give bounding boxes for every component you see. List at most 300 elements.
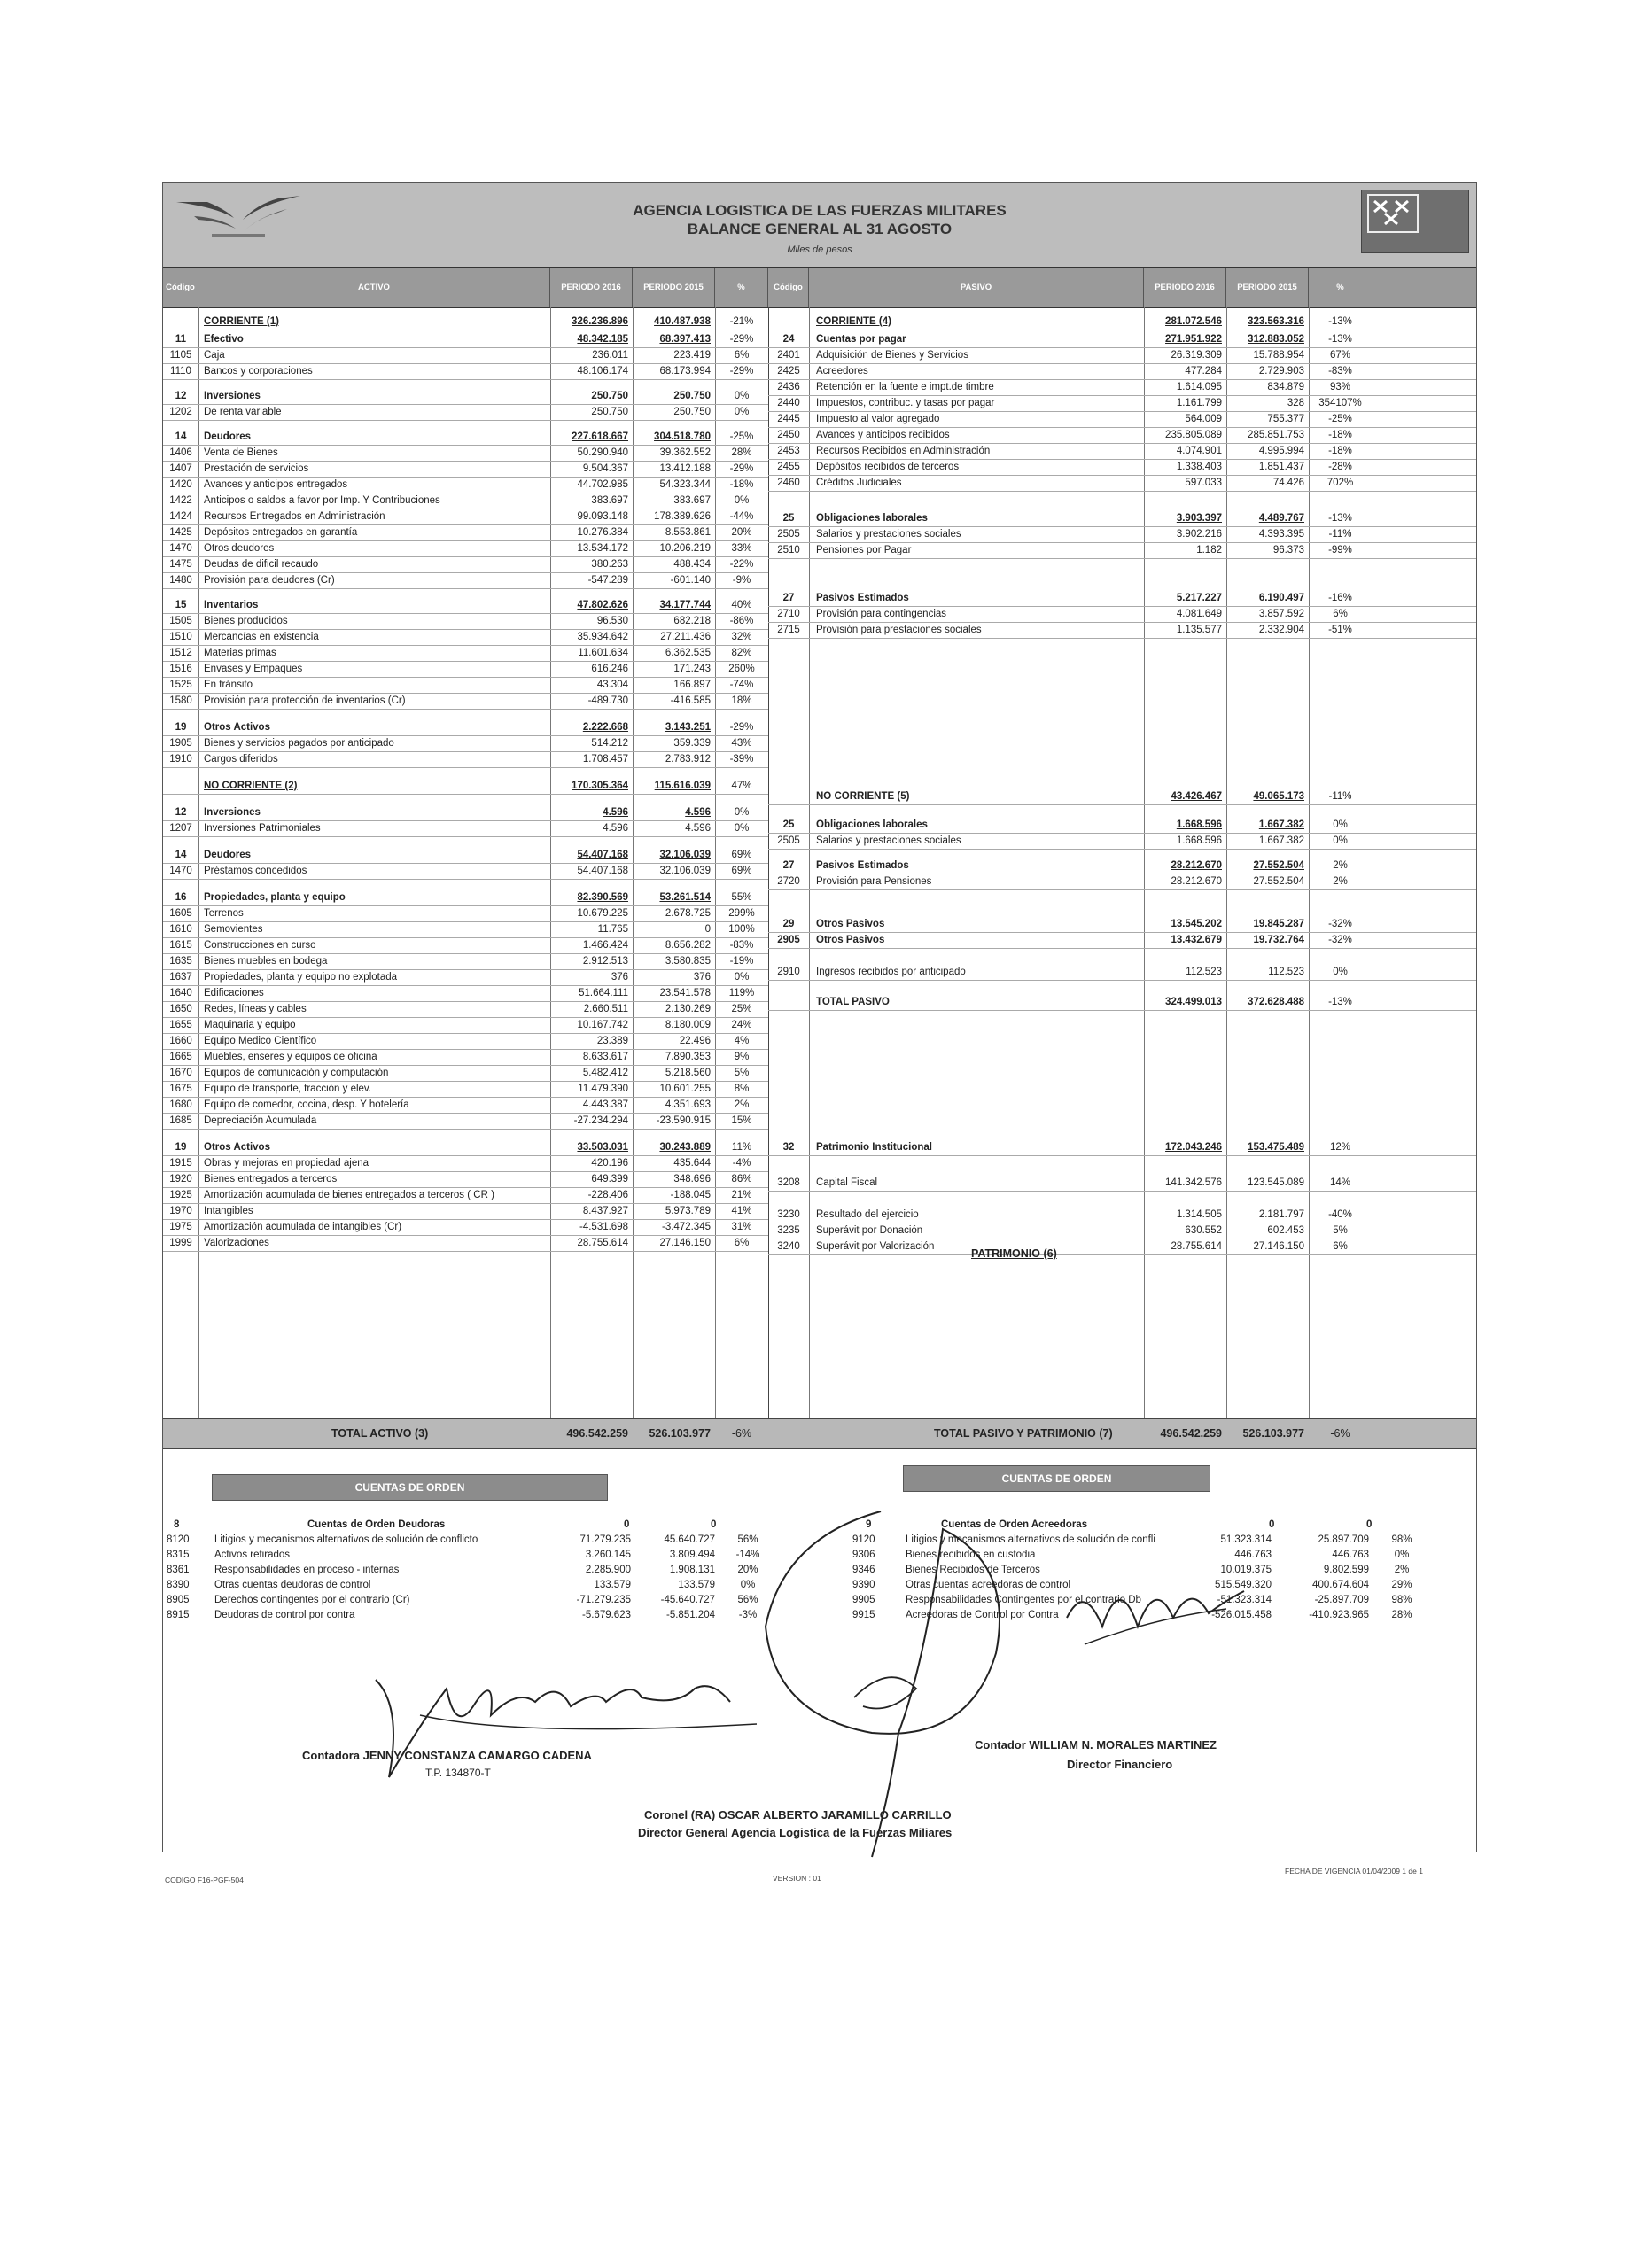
- row-rule: [768, 948, 1476, 949]
- value-2015: 8.180.009: [665, 1020, 711, 1030]
- footer-fecha: FECHA DE VIGENCIA 01/04/2009 1 de 1: [1285, 1867, 1423, 1876]
- account-name: Bancos y corporaciones: [204, 366, 313, 377]
- value-2015: 2.783.912: [665, 754, 711, 765]
- value-2016: 1.161.799: [1176, 398, 1222, 408]
- value-2016: 28.755.614: [1171, 1241, 1222, 1252]
- account-name: Avances y anticipos entregados: [204, 479, 348, 490]
- change-pct: -3%: [738, 1610, 758, 1620]
- change-pct: 20%: [737, 1565, 758, 1575]
- value-2015: 323.563.316: [1248, 316, 1304, 327]
- value-2016: 23.389: [596, 1036, 628, 1046]
- account-code: 1680: [169, 1099, 192, 1110]
- account-name: Provisión para contingencias: [816, 609, 947, 619]
- value-2016: 1.182: [1196, 545, 1222, 555]
- change-pct: -32%: [1328, 935, 1352, 945]
- footer-codigo: CODIGO F16-PGF-504: [165, 1876, 244, 1884]
- value-2015: 49.065.173: [1253, 791, 1304, 802]
- value-2015: 39.362.552: [659, 447, 711, 458]
- value-2015: -188.045: [670, 1190, 711, 1200]
- account-code: 1640: [169, 988, 192, 998]
- account-name: Retención en la fuente e impt.de timbre: [816, 382, 994, 392]
- value-2016: 141.342.576: [1165, 1177, 1222, 1188]
- account-name: Depósitos recibidos de terceros: [816, 462, 960, 472]
- change-pct: 2%: [734, 1099, 750, 1110]
- account-code: 1207: [169, 823, 192, 834]
- account-code: 1905: [169, 738, 192, 749]
- change-pct: 0%: [1394, 1550, 1410, 1560]
- value-2016: -27.234.294: [573, 1115, 628, 1126]
- value-2015: 4.351.693: [665, 1099, 711, 1110]
- value-2016: 10.167.742: [577, 1020, 628, 1030]
- value-2016: 2.285.900: [585, 1565, 631, 1575]
- account-name: NO CORRIENTE (5): [816, 791, 910, 802]
- change-pct: 93%: [1329, 382, 1351, 392]
- row-rule: [768, 1155, 1476, 1156]
- account-name: Otras cuentas deudoras de control: [214, 1580, 371, 1590]
- account-name: Construcciones en curso: [204, 940, 316, 951]
- value-2015: 1.667.382: [1258, 819, 1304, 830]
- balance-sheet-document: [162, 182, 1477, 1852]
- account-code: 1406: [169, 447, 192, 458]
- change-pct: 0%: [1333, 967, 1348, 977]
- value-2015: 27.552.504: [1253, 860, 1304, 871]
- account-code: 2425: [777, 366, 800, 377]
- value-2016: 11.601.634: [578, 648, 628, 658]
- value-2016: 324.499.013: [1165, 997, 1222, 1007]
- account-name: Anticipos o saldos a favor por Imp. Y Contribuciones: [204, 495, 440, 506]
- account-code: 1505: [169, 616, 192, 626]
- account-code: 1475: [169, 559, 192, 570]
- change-pct: -16%: [1328, 593, 1352, 603]
- value-2015: 27.146.150: [1253, 1241, 1304, 1252]
- row-rule: [768, 849, 1476, 850]
- account-name: Prestación de servicios: [204, 463, 309, 474]
- table-row: [163, 459, 1476, 475]
- value-2015: 19.845.287: [1253, 919, 1304, 929]
- change-pct: 12%: [1329, 1142, 1351, 1153]
- value-2015: 682.218: [673, 616, 711, 626]
- account-code: 8390: [167, 1580, 190, 1590]
- account-code: 3208: [777, 1177, 800, 1188]
- value-2016: -547.289: [587, 575, 628, 586]
- change-pct: 4%: [734, 1036, 750, 1046]
- value-2016: 1.668.596: [1176, 819, 1222, 830]
- change-pct: 82%: [731, 648, 752, 658]
- value-2016: 13.432.679: [1171, 935, 1222, 945]
- signer-contadora: Contadora JENNY CONSTANZA CAMARGO CADENA: [302, 1749, 592, 1762]
- value-2016: 35.934.642: [577, 632, 628, 642]
- cuentas-orden-acreedoras-banner: CUENTAS DE ORDEN: [903, 1465, 1210, 1492]
- account-name: Bienes producidos: [204, 616, 288, 626]
- value-2015: 54.323.344: [659, 479, 711, 490]
- account-name: CORRIENTE (4): [816, 316, 891, 327]
- change-pct: 98%: [1391, 1595, 1412, 1605]
- value-2015: -416.585: [670, 695, 711, 706]
- account-name: En tránsito: [204, 680, 253, 690]
- table-row: [163, 363, 1476, 379]
- row-rule: [768, 638, 1476, 639]
- account-code: 8315: [167, 1550, 190, 1560]
- value-2016: 1.314.505: [1176, 1209, 1222, 1220]
- account-name: Otros Activos: [204, 1142, 270, 1153]
- account-name: Responsabilidades en proceso - internas: [214, 1565, 400, 1575]
- value-2015: 166.897: [673, 680, 711, 690]
- patrimonio-heading: PATRIMONIO (6): [971, 1247, 1057, 1260]
- change-pct: 98%: [1391, 1534, 1412, 1545]
- table-row: [163, 475, 1476, 491]
- change-pct: -74%: [729, 680, 754, 690]
- change-pct: 15%: [731, 1115, 752, 1126]
- value-2015: 4.596: [685, 823, 711, 834]
- value-2016: 10.679.225: [577, 908, 628, 919]
- signer-coronel-title: Director General Agencia Logistica de la Fuerzas Miliares: [638, 1826, 953, 1839]
- account-name: Salarios y prestaciones sociales: [816, 835, 961, 846]
- change-pct: -28%: [1328, 462, 1352, 472]
- value-2016: 96.530: [596, 616, 628, 626]
- value-2016: 48.106.174: [577, 366, 628, 377]
- account-name: NO CORRIENTE (2): [204, 781, 298, 791]
- account-code: 1637: [169, 972, 192, 983]
- account-code: 3235: [777, 1225, 800, 1236]
- value-2016: 170.305.364: [572, 781, 628, 791]
- account-name: Depreciación Acumulada: [204, 1115, 317, 1126]
- agency-title: AGENCIA LOGISTICA DE LAS FUERZAS MILITARES: [633, 202, 1007, 219]
- value-2015: -3.472.345: [662, 1222, 711, 1232]
- value-2015: 372.628.488: [1248, 997, 1304, 1007]
- account-code: 3230: [777, 1209, 800, 1220]
- value-2015: 4.995.994: [1258, 446, 1304, 456]
- value-2016: 8.437.927: [582, 1206, 628, 1216]
- account-code: 12: [175, 807, 187, 818]
- change-pct: -32%: [1328, 919, 1352, 929]
- account-code: 1420: [169, 479, 192, 490]
- account-name: Otros Activos: [204, 722, 270, 733]
- row-rule: [768, 1010, 1476, 1011]
- account-name: Valorizaciones: [204, 1238, 269, 1248]
- table-row: [163, 427, 1476, 443]
- value-2016: 1.614.095: [1176, 382, 1222, 392]
- value-2016: 133.579: [594, 1580, 631, 1590]
- value-2015: 223.419: [673, 350, 711, 361]
- change-pct: 67%: [1329, 350, 1351, 361]
- change-pct: 299%: [728, 908, 755, 919]
- account-name: Inversiones: [204, 391, 261, 401]
- value-2015: 34.177.744: [659, 600, 711, 610]
- value-2015: 1.667.382: [1258, 835, 1304, 846]
- account-code: 9390: [852, 1580, 875, 1590]
- value-2015: 359.339: [673, 738, 711, 749]
- account-name: Propiedades, planta y equipo no explotada: [204, 972, 398, 983]
- account-name: Derechos contingentes por el contrario (Cr): [214, 1595, 410, 1605]
- document-header: [163, 183, 1476, 267]
- table-row: [163, 994, 1476, 1010]
- account-name: Litigios y mecanismos alternativos de solución de confli: [906, 1534, 1155, 1545]
- total-pasivo-2015: 526.103.977: [1242, 1427, 1304, 1440]
- account-code: 3240: [777, 1241, 800, 1252]
- account-code: 1407: [169, 463, 192, 474]
- value-2016: 51.323.314: [1220, 1534, 1272, 1545]
- change-pct: -25%: [1328, 414, 1352, 424]
- change-pct: 29%: [1391, 1580, 1412, 1590]
- account-code: 2460: [777, 478, 800, 488]
- value-2015: 2.729.903: [1258, 366, 1304, 377]
- value-2016: 33.503.031: [577, 1142, 628, 1153]
- change-pct: 43%: [731, 738, 752, 749]
- account-name: Redes, líneas y cables: [204, 1004, 307, 1014]
- account-name: Patrimonio Institucional: [816, 1142, 932, 1153]
- value-2015: 123.545.089: [1248, 1177, 1304, 1188]
- account-code: 14: [175, 431, 187, 442]
- account-name: Muebles, enseres y equipos de oficina: [204, 1052, 377, 1062]
- account-name: Acreedoras de Control por Contra: [906, 1610, 1059, 1620]
- account-name: Otros deudores: [204, 543, 275, 554]
- account-code: 1910: [169, 754, 192, 765]
- account-code: 1516: [169, 664, 192, 674]
- value-2016: -51.323.314: [1217, 1595, 1272, 1605]
- account-name: Responsabilidades Contingentes por el contrario Db: [906, 1595, 1141, 1605]
- account-name: Ingresos recibidos por anticipado: [816, 967, 966, 977]
- account-code: 1915: [169, 1158, 192, 1169]
- account-code: 2510: [777, 545, 800, 555]
- row-rule: [768, 558, 1476, 559]
- account-name: Préstamos concedidos: [204, 866, 307, 876]
- change-pct: -9%: [732, 575, 751, 586]
- account-name: Terrenos: [204, 908, 244, 919]
- value-2016: 3.903.397: [1176, 513, 1222, 524]
- account-name: Provisión para protección de inventarios (Cr): [204, 695, 406, 706]
- col-pasivo: PASIVO: [809, 268, 1144, 307]
- value-2016: 8.633.617: [582, 1052, 628, 1062]
- value-2016: 28.212.670: [1171, 860, 1222, 871]
- account-name: De renta variable: [204, 407, 282, 417]
- value-2016: 515.549.320: [1215, 1580, 1272, 1590]
- account-name: Maquinaria y equipo: [204, 1020, 296, 1030]
- total-pasivo-pct: -6%: [1330, 1427, 1350, 1440]
- signer-coronel: Coronel (RA) OSCAR ALBERTO JARAMILLO CARRILLO: [644, 1808, 952, 1821]
- account-code: 1470: [169, 543, 192, 554]
- row-rule: [768, 889, 1476, 890]
- value-2016: -228.406: [587, 1190, 628, 1200]
- value-2015: 74.426: [1272, 478, 1304, 488]
- table-row: [163, 379, 1476, 395]
- change-pct: -21%: [729, 316, 754, 327]
- change-pct: 28%: [1391, 1610, 1412, 1620]
- change-pct: -39%: [729, 754, 754, 765]
- account-name: Amortización acumulada de intangibles (Cr): [204, 1222, 402, 1232]
- change-pct: 6%: [734, 350, 750, 361]
- units-label: Miles de pesos: [787, 245, 852, 255]
- account-code: 1510: [169, 632, 192, 642]
- value-2016: 54.407.168: [577, 850, 628, 860]
- table-row: [163, 833, 1476, 849]
- col-periodo-2016-right: PERIODO 2016: [1144, 268, 1226, 307]
- value-2015: 0: [704, 924, 711, 935]
- change-pct: -13%: [1328, 513, 1352, 524]
- account-name: Deudas de dificil recaudo: [204, 559, 319, 570]
- change-pct: -18%: [1328, 430, 1352, 440]
- value-2015: 250.750: [673, 391, 711, 401]
- account-code: 1512: [169, 648, 192, 658]
- value-2016: 47.802.626: [577, 600, 628, 610]
- value-2015: 115.616.039: [654, 781, 711, 791]
- account-name: Provisión para prestaciones sociales: [816, 625, 982, 635]
- value-2016: 13.534.172: [577, 543, 628, 554]
- value-2015: 3.580.835: [665, 956, 711, 967]
- value-2015: -410.923.965: [1309, 1610, 1369, 1620]
- value-2016: 326.236.896: [572, 316, 628, 327]
- value-2015: 348.696: [673, 1174, 711, 1184]
- account-name: Activos retirados: [214, 1550, 291, 1560]
- value-2016: 630.552: [1185, 1225, 1222, 1236]
- change-pct: 32%: [731, 632, 752, 642]
- value-2016: 26.319.309: [1171, 350, 1222, 361]
- change-pct: -13%: [1328, 997, 1352, 1007]
- value-2016: 51.664.111: [579, 988, 628, 998]
- value-2015: 32.106.039: [659, 850, 711, 860]
- value-2015: 5.218.560: [665, 1068, 711, 1078]
- change-pct: -83%: [729, 940, 754, 951]
- account-code: 9120: [852, 1534, 875, 1545]
- table-row: [163, 395, 1476, 411]
- value-2016: 271.951.922: [1165, 334, 1222, 345]
- account-code: 1665: [169, 1052, 192, 1062]
- value-2015: 22.496: [679, 1036, 711, 1046]
- change-pct: 6%: [1333, 609, 1348, 619]
- account-name: Edificaciones: [204, 988, 264, 998]
- value-2015: 53.261.514: [659, 892, 711, 903]
- account-code: 11: [175, 334, 187, 345]
- change-pct: 0%: [734, 972, 750, 983]
- change-pct: -40%: [1328, 1209, 1352, 1220]
- account-name: Bienes y servicios pagados por anticipado: [204, 738, 394, 749]
- table-row: [163, 1207, 1476, 1223]
- account-code: 2715: [777, 625, 800, 635]
- change-pct: 47%: [731, 781, 752, 791]
- value-2015: 2.332.904: [1258, 625, 1304, 635]
- change-pct: 41%: [731, 1206, 752, 1216]
- value-2015: 10.206.219: [659, 543, 711, 554]
- account-code: 2910: [777, 967, 800, 977]
- value-2015: 435.644: [673, 1158, 711, 1169]
- account-name: Equipo Medico Científico: [204, 1036, 317, 1046]
- account-code: 2440: [777, 398, 800, 408]
- row-rule: [768, 491, 1476, 492]
- account-code: 1470: [169, 866, 192, 876]
- value-2015: 178.389.626: [654, 511, 711, 522]
- change-pct: 14%: [1329, 1177, 1351, 1188]
- account-code: 1660: [169, 1036, 192, 1046]
- account-name: Deudores: [204, 850, 252, 860]
- value-2016: 71.279.235: [579, 1534, 631, 1545]
- value-2016: 649.399: [591, 1174, 628, 1184]
- row-rule: [768, 980, 1476, 981]
- value-2015: 755.377: [1267, 414, 1304, 424]
- value-2016: 514.212: [591, 738, 628, 749]
- ministry-logo-icon: [1361, 190, 1469, 253]
- col-pct-left: %: [715, 268, 768, 307]
- account-name: Acreedores: [816, 366, 868, 377]
- change-pct: 2%: [1333, 876, 1348, 887]
- deudoras-code: 8: [174, 1519, 180, 1530]
- change-pct: -11%: [1328, 529, 1352, 540]
- value-2015: 19.732.764: [1253, 935, 1304, 945]
- change-pct: 6%: [1333, 1241, 1348, 1252]
- value-2015: 834.879: [1267, 382, 1304, 392]
- account-code: 2720: [777, 876, 800, 887]
- value-2015: 2.130.269: [665, 1004, 711, 1014]
- value-2015: 376: [693, 972, 711, 983]
- account-code: 2401: [777, 350, 800, 361]
- account-name: Equipos de comunicación y computación: [204, 1068, 389, 1078]
- change-pct: 702%: [1326, 478, 1354, 488]
- value-2015: 112.523: [1268, 967, 1304, 977]
- value-2016: 4.596: [603, 823, 628, 834]
- account-name: Caja: [204, 350, 225, 361]
- total-activo-2016: 496.542.259: [566, 1427, 628, 1440]
- account-code: 2450: [777, 430, 800, 440]
- account-code: 1580: [169, 695, 192, 706]
- account-name: Materias primas: [204, 648, 276, 658]
- value-2016: 9.504.367: [582, 463, 628, 474]
- account-name: Cuentas por pagar: [816, 334, 906, 345]
- total-activo-pct: -6%: [731, 1427, 752, 1440]
- account-code: 29: [782, 919, 795, 929]
- value-2015: -5.851.204: [666, 1610, 715, 1620]
- value-2015: 27.146.150: [659, 1238, 711, 1248]
- value-2016: -71.279.235: [576, 1595, 631, 1605]
- account-code: 1110: [170, 366, 191, 377]
- value-2016: 43.426.467: [1171, 791, 1222, 802]
- account-code: 1615: [169, 940, 192, 951]
- change-pct: 260%: [728, 664, 755, 674]
- change-pct: 100%: [728, 924, 755, 935]
- account-name: Impuestos, contribuc. y tasas por pagar: [816, 398, 995, 408]
- total-activo-label: TOTAL ACTIVO (3): [331, 1427, 429, 1440]
- change-pct: 8%: [734, 1084, 750, 1094]
- account-code: 1425: [169, 527, 192, 538]
- account-name: Intangibles: [204, 1206, 253, 1216]
- account-code: 1650: [169, 1004, 192, 1014]
- value-2016: 2.912.513: [582, 956, 628, 967]
- value-2016: 28.755.614: [577, 1238, 628, 1248]
- value-2015: 171.243: [673, 664, 711, 674]
- table-row: [163, 858, 1476, 874]
- value-2016: 383.697: [591, 495, 628, 506]
- value-2016: 1.668.596: [1176, 835, 1222, 846]
- value-2016: 11.479.390: [578, 1084, 628, 1094]
- value-2016: 597.033: [1185, 478, 1222, 488]
- value-2016: 236.011: [592, 350, 628, 361]
- account-name: TOTAL PASIVO: [816, 997, 890, 1007]
- value-2016: -4.531.698: [579, 1222, 628, 1232]
- value-2015: 304.518.780: [654, 431, 711, 442]
- table-row: [163, 1139, 1476, 1155]
- account-name: Otros Pasivos: [816, 919, 885, 929]
- change-pct: 0%: [734, 407, 750, 417]
- change-pct: 5%: [1333, 1225, 1348, 1236]
- account-code: 1655: [169, 1020, 192, 1030]
- account-name: Provisión para deudores (Cr): [204, 575, 335, 586]
- value-2015: 23.541.578: [659, 988, 711, 998]
- change-pct: -29%: [729, 463, 754, 474]
- totals-bar: [163, 1418, 1476, 1449]
- account-code: 8905: [167, 1595, 190, 1605]
- account-name: Venta de Bienes: [204, 447, 278, 458]
- account-name: Obligaciones laborales: [816, 819, 928, 830]
- col-activo: ACTIVO: [198, 268, 550, 307]
- account-code: 25: [782, 513, 795, 524]
- change-pct: 0%: [1333, 819, 1348, 830]
